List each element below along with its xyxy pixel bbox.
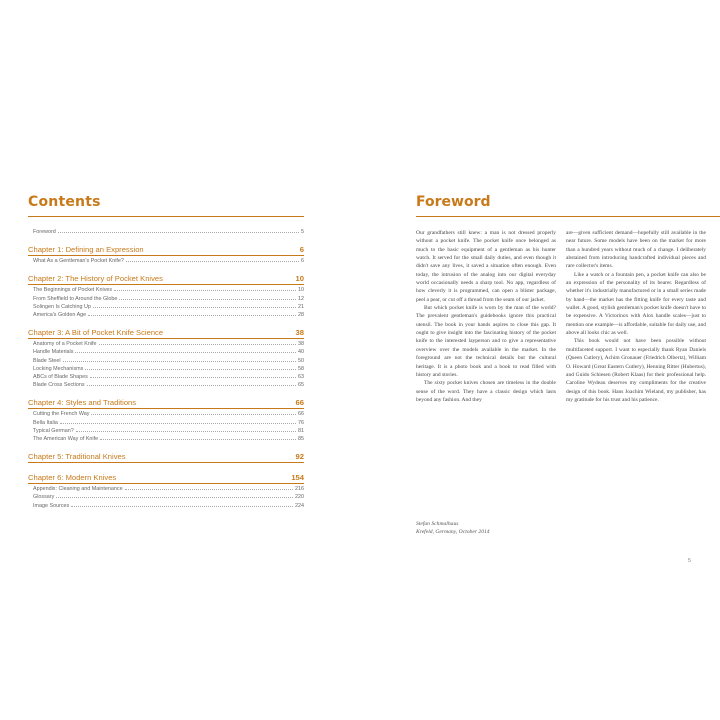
toc-page-number: 65 xyxy=(298,382,304,389)
foreword-paragraph: This book would not have been possible without multifaceted support. I want to especially thank Ryan Daniels (Queen Cutlery), Achim Gronauer (Friedrich Olbertz), William O. Howard (Great Eastern Cutlery), Henning Ritter (Hubertus), and Guido Schiesen (Robert Klaas) for their professional help. Caroline Wydeau deserves my compliments for the creative design of this book. Hans Joachim Wieland, my publisher, has my gratitude for his trust and his patience. xyxy=(566,338,706,403)
toc-label: Anatomy of a Pocket Knife xyxy=(33,341,97,348)
toc-chapter[interactable] xyxy=(28,274,304,283)
toc-leader-dots xyxy=(99,344,296,345)
toc-label: From Sheffield to Around the Globe xyxy=(33,295,118,302)
toc-label: The American Way of Knife xyxy=(33,436,99,443)
chapter-rule xyxy=(28,284,304,285)
toc-page-number: 66 xyxy=(295,398,304,408)
toc-leader-dots xyxy=(88,315,296,316)
chapter-rule xyxy=(28,338,304,339)
foreword-paragraph: Like a watch or a fountain pen, a pocket knife can also be an expression of the personality of its bearer. Regardless of whether it's industrially manufactured or in a small series made by hand—the market has the fitting knife for every taste and wallet. A good, stylish gentleman's pocket knife doesn't have to be expensive. A Victorinox with Alox handle scales—just to mention one example—is affordable, suitable for daily use, and above all looks chic as well. xyxy=(566,271,706,337)
signature-name: Stefan Schmalhaus xyxy=(416,521,459,527)
toc-leader-dots xyxy=(75,352,296,353)
chapter-rule xyxy=(28,408,304,409)
toc-entry[interactable] xyxy=(28,340,304,348)
toc-label: Locking Mechanisms xyxy=(33,365,84,372)
toc-spacer xyxy=(28,265,304,274)
toc-entry[interactable] xyxy=(28,427,304,435)
toc-leader-dots xyxy=(125,489,293,490)
toc-label: Typical German? xyxy=(33,427,74,434)
chapter-rule xyxy=(28,483,304,484)
chapter-rule xyxy=(28,462,304,463)
toc-entry[interactable] xyxy=(28,485,304,493)
foreword-paragraph: Our grandfathers still knew: a man is not dressed properly without a pocket knife. The pocket knife once belonged as much to the basic equipment of a gentleman as his hunter watch. It served for the small daily duties, and even though it didn't save any lives, it saved a situation often enough. Even today, the intrusion of the analog into our digital everyday world occasionally needs a sharp tool. No app, regardless of how cleverly it is programmed, can open a blister package, peel a pear, or cut off a thread from the seam of our jacket. xyxy=(416,230,556,303)
toc-label: Chapter 4: Styles and Traditions xyxy=(28,398,137,408)
toc-page-number: 85 xyxy=(298,436,304,443)
toc-label: Foreword xyxy=(33,229,56,235)
toc-label: What As a Gentleman's Pocket Knife? xyxy=(33,258,124,265)
toc-leader-dots xyxy=(93,307,296,308)
toc-entry[interactable] xyxy=(28,410,304,418)
toc-page-number: 21 xyxy=(298,303,304,310)
toc-spacer xyxy=(28,389,304,398)
toc-page-number: 63 xyxy=(298,374,304,381)
toc-page-number: 50 xyxy=(298,357,304,364)
toc-entry[interactable] xyxy=(28,493,304,501)
toc-leader-dots xyxy=(85,369,296,370)
toc-label: Handle Materials xyxy=(33,349,74,356)
toc-label: Chapter 1: Defining an Expression xyxy=(28,245,144,255)
page-number: 5 xyxy=(688,558,691,564)
toc-entry[interactable] xyxy=(28,348,304,356)
foreword-paragraph: The sixty pocket knives chosen are timeless in the double sense of the word. They have a classic design which lasts beyond any fashion. And they xyxy=(416,380,556,403)
toc-leader-dots xyxy=(56,497,293,498)
toc-label: The Beginnings of Pocket Knives xyxy=(33,287,113,294)
toc-entry[interactable] xyxy=(28,295,304,303)
toc-leader-dots xyxy=(60,423,296,424)
toc-entry[interactable] xyxy=(28,365,304,373)
contents-rule xyxy=(28,216,304,217)
toc-chapter[interactable] xyxy=(28,245,304,254)
toc-label: Bella Italia xyxy=(33,419,58,426)
toc-page-number: 66 xyxy=(298,411,304,418)
toc-entry[interactable] xyxy=(28,381,304,389)
foreword-header xyxy=(416,194,720,217)
chapter-rule xyxy=(28,255,304,256)
contents-title: Contents xyxy=(28,194,101,210)
toc-label: Appendix: Cleaning and Maintenance xyxy=(33,486,123,493)
toc-entry[interactable] xyxy=(28,357,304,365)
toc-label: Blade Cross Sections xyxy=(33,382,85,389)
toc-spacer xyxy=(28,319,304,328)
toc-entry[interactable] xyxy=(28,502,304,510)
foreword-column-1 xyxy=(416,229,556,404)
foreword-signature xyxy=(416,520,490,537)
table-of-contents xyxy=(28,228,304,510)
toc-leader-dots xyxy=(119,299,296,300)
toc-entry[interactable] xyxy=(28,228,304,236)
toc-entry[interactable] xyxy=(28,435,304,443)
toc-chapter[interactable] xyxy=(28,473,304,482)
toc-page-number: 40 xyxy=(298,349,304,356)
toc-leader-dots xyxy=(126,261,299,262)
toc-page-number: 38 xyxy=(298,341,304,348)
toc-page-number: 224 xyxy=(295,502,304,509)
toc-entry[interactable] xyxy=(28,419,304,427)
foreword-title: Foreword xyxy=(416,194,491,210)
toc-entry[interactable] xyxy=(28,257,304,265)
foreword-body xyxy=(416,229,706,404)
toc-page-number: 92 xyxy=(295,452,304,462)
foreword-column-2 xyxy=(566,229,706,404)
foreword-rule xyxy=(416,216,720,217)
toc-page-number: 10 xyxy=(298,287,304,294)
toc-leader-dots xyxy=(71,506,293,507)
toc-leader-dots xyxy=(87,385,296,386)
toc-page-number: 28 xyxy=(298,312,304,319)
toc-page-number: 58 xyxy=(298,365,304,372)
toc-chapter[interactable] xyxy=(28,452,304,461)
toc-leader-dots xyxy=(100,439,296,440)
toc-label: America's Golden Age xyxy=(33,312,87,319)
toc-chapter[interactable] xyxy=(28,328,304,337)
toc-page-number: 6 xyxy=(299,245,304,255)
contents-page xyxy=(28,194,304,510)
toc-page-number: 5 xyxy=(301,229,304,235)
toc-spacer xyxy=(28,443,304,452)
toc-label: Solingen Is Catching Up xyxy=(33,303,91,310)
toc-page-number: 12 xyxy=(298,295,304,302)
toc-spacer xyxy=(28,236,304,245)
toc-page-number: 154 xyxy=(291,473,304,483)
toc-label: Chapter 5: Traditional Knives xyxy=(28,452,126,462)
toc-chapter[interactable] xyxy=(28,398,304,407)
toc-page-number: 38 xyxy=(295,328,304,338)
toc-label: ABCs of Blade Shapes xyxy=(33,374,88,381)
toc-page-number: 6 xyxy=(301,258,304,265)
toc-leader-dots xyxy=(91,414,296,415)
toc-leader-dots xyxy=(58,232,299,233)
toc-entry[interactable] xyxy=(28,286,304,294)
toc-leader-dots xyxy=(90,377,296,378)
toc-page-number: 220 xyxy=(295,494,304,501)
toc-entry[interactable] xyxy=(28,373,304,381)
toc-label: Chapter 2: The History of Pocket Knives xyxy=(28,274,163,284)
toc-label: Blade Steel xyxy=(33,357,61,364)
toc-page-number: 10 xyxy=(295,274,304,284)
toc-page-number: 216 xyxy=(295,486,304,493)
toc-label: Chapter 3: A Bit of Pocket Knife Science xyxy=(28,328,164,338)
signature-place: Krefeld, Germany, October 2014 xyxy=(416,529,490,536)
toc-label: Cutting the French Way xyxy=(33,411,90,418)
toc-label: Glossary xyxy=(33,494,55,501)
toc-page-number: 81 xyxy=(298,427,304,434)
toc-entry[interactable] xyxy=(28,303,304,311)
toc-leader-dots xyxy=(63,361,296,362)
toc-entry[interactable] xyxy=(28,311,304,319)
toc-leader-dots xyxy=(76,431,296,432)
toc-page-number: 76 xyxy=(298,419,304,426)
foreword-paragraph: But which pocket knife is worn by the man of the world? The prevalent gentleman's guidebooks ignore this practical utensil. The book in your hands aspires to close this gap. It ought to give insight into the fascinating history of the pocket knife to the interested layperson and to give a representative overview over the models available in the market. In the foreground are not the technical details but the cultural heritage. It is a photo book and a book to read filled with history and stories. xyxy=(416,305,556,378)
toc-leader-dots xyxy=(114,290,296,291)
toc-label: Image Sources xyxy=(33,502,70,509)
toc-spacer xyxy=(28,464,304,473)
toc-label: Chapter 6: Modern Knives xyxy=(28,473,117,483)
foreword-paragraph: are—given sufficient demand—hopefully still available in the near future. Some models have been on the market for more than a hundred years without much of a change. I deliberately abstained from introducing handcrafted individual pieces and rare collector's items. xyxy=(566,230,706,270)
